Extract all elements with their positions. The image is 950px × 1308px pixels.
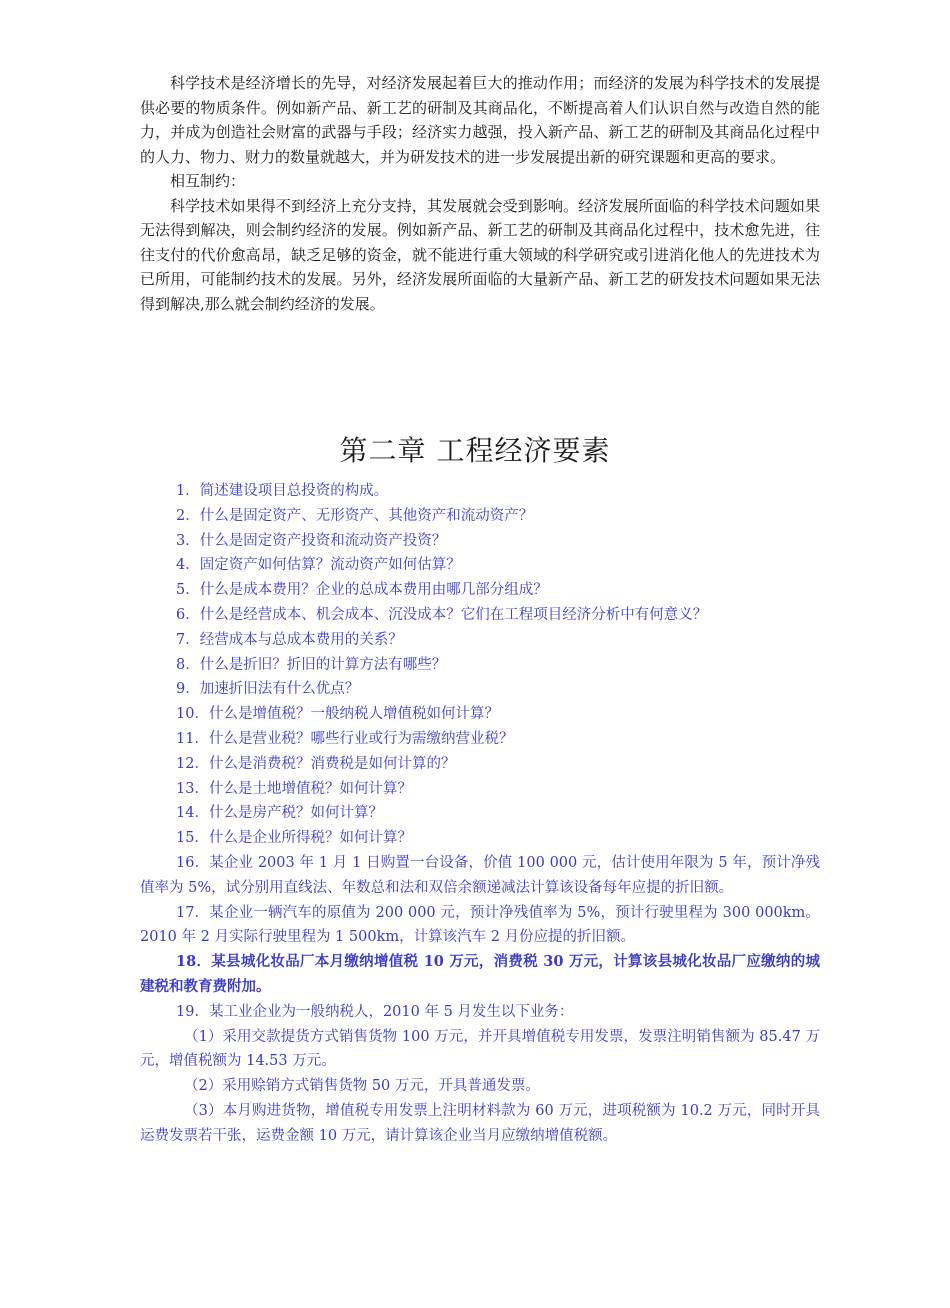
question-1: 1．简述建设项目总投资的构成。 <box>176 483 389 499</box>
question-4: 4．固定资产如何估算？流动资产如何估算？ <box>176 557 461 574</box>
intro-paragraph-2: 科学技术如果得不到经济上充分支持，其发展就会受到影响。经济发展所面临的科学技术问题如果无法得到解决，则会制约经济的发展。例如新产品、新工艺的研制及其商品化过程中，技术愈先进，往往支付的代价愈高昂，缺乏足够的资金，就不能进行重大领域的科学研究或引进消化他人的先进技术为已所用，可能制约技术的发展。另外，经济发展所面临的大量新产品、新工艺的研发技术问题如果无法得到解决,那么就会制约经济的发展。 <box>140 196 820 313</box>
chapter-title: 第二章 工程经济要素 <box>339 434 611 467</box>
question-19-item-2: （2）采用赊销方式销售货物 50 万元，开具普通发票。 <box>184 1078 540 1095</box>
question-18: 18．某县城化妆品厂本月缴纳增值税 10 万元，消费税 30 万元，计算该县城化妆品厂应缴纳的城建税和教育费附加。 <box>140 953 820 995</box>
question-7: 7．经营成本与总成本费用的关系？ <box>176 631 403 648</box>
question-17: 17．某企业一辆汽车的原值为 200 000 元，预计净残值率为 5%，预计行驶里程为 300 000km。2010 年 2 月实际行驶里程为 1 500km，计算该汽车 2 月份应提的折旧额。 <box>140 904 820 946</box>
question-3: 3．什么是固定资产投资和流动资产投资？ <box>176 532 447 549</box>
question-6: 6．什么是经营成本、机会成本、沉没成本？它们在工程项目经济分析中有何意义？ <box>176 606 708 623</box>
question-12: 12．什么是消费税？消费税是如何计算的？ <box>176 755 456 772</box>
question-19-item-3: （3）本月购进货物，增值税专用发票上注明材料款为 60 万元，进项税额为 10.2 万元，同时开具运费发票若干张，运费金额 10 万元，请计算该企业当月应缴纳增值税额。 <box>140 1102 820 1144</box>
subheading-mutual-constraint: 相互制约： <box>170 172 246 190</box>
intro-section <box>140 71 820 316</box>
question-19-item-1: （1）采用交款提货方式销售货物 100 万元，并开具增值税专用发票，发票注明销售额为 85.47 万元，增值税额为 14.53 万元。 <box>140 1028 820 1070</box>
question-11: 11．什么是营业税？哪些行业或行为需缴纳营业税？ <box>176 730 514 747</box>
question-13: 13．什么是土地增值税？如何计算？ <box>176 780 412 797</box>
question-15: 15．什么是企业所得税？如何计算？ <box>176 830 412 847</box>
intro-paragraph-1: 科学技术是经济增长的先导，对经济发展起着巨大的推动作用；而经济的发展为科学技术的发展提供必要的物质条件。例如新产品、新工艺的研制及其商品化，不断提高着人们认识自然与改造自然的能力，并成为创造社会财富的武器与手段；经济实力越强，投入新产品、新工艺的研制及其商品化过程中的人力、物力、财力的数量就越大，并为研发技术的进一步发展提出新的研究课题和更高的要求。 <box>140 74 820 166</box>
question-list <box>140 479 820 1149</box>
question-9: 9．加速折旧法有什么优点？ <box>176 681 360 698</box>
question-5: 5．什么是成本费用？企业的总成本费用由哪几部分组成？ <box>176 582 548 599</box>
question-19: 19．某工业企业为一般纳税人，2010 年 5 月发生以下业务： <box>176 1003 574 1020</box>
question-14: 14．什么是房产税？如何计算？ <box>176 805 383 822</box>
question-10: 10．什么是增值税？一般纳税人增值税如何计算？ <box>176 706 499 723</box>
question-16: 16．某企业 2003 年 1 月 1 日购置一台设备，价值 100 000 元，估计使用年限为 5 年，预计净残值率为 5%，试分别用直线法、年数总和法和双倍余额递减法计算该设备每年应提的折旧额。 <box>140 854 820 896</box>
question-2: 2．什么是固定资产、无形资产、其他资产和流动资产？ <box>176 507 534 524</box>
question-8: 8．什么是折旧？折旧的计算方法有哪些？ <box>176 656 447 673</box>
